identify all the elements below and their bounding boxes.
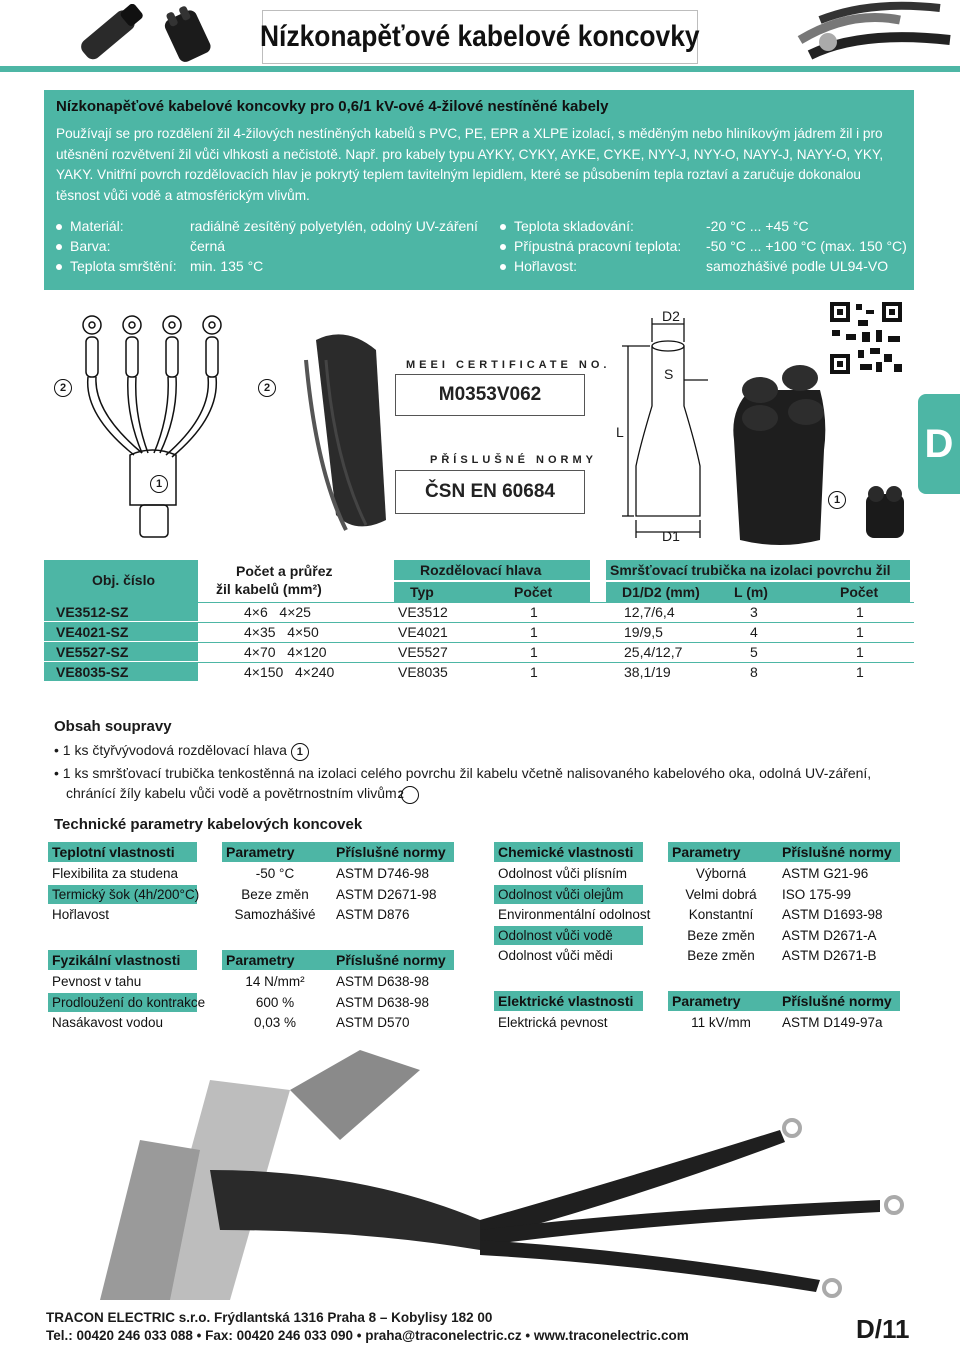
page-number: D/11 <box>856 1314 910 1344</box>
row-qty2: 1 <box>856 624 864 640</box>
chemical-row-name: Odolnost vůči vodě <box>494 926 643 945</box>
tech-heading: Technické parametry kabelových koncovek <box>54 816 363 833</box>
row-dd: 12,7/6,4 <box>624 604 675 620</box>
chemical-row-param: Konstantní <box>688 907 754 922</box>
spec-left-1-value: černá <box>190 238 226 254</box>
physical-row-name: Nasákavost vodou <box>52 1015 164 1030</box>
chemical-row-name: Odolnost vůči mědi <box>498 948 613 963</box>
electrical-col-norms: Příslušné normy <box>778 991 900 1011</box>
header-product-photo-right <box>790 0 960 66</box>
marker-1-drawing: 1 <box>150 474 168 493</box>
row-qty2: 1 <box>856 664 864 680</box>
chemical-title: Chemické vlastnosti <box>494 842 643 862</box>
small-head-photo <box>860 480 910 542</box>
chemical-col-norms: Příslušné normy <box>778 842 900 862</box>
electrical-row-name: Elektrická pevnost <box>498 1015 608 1030</box>
dim-d1-label: D1 <box>662 528 680 544</box>
th-code: Obj. číslo <box>92 572 156 588</box>
dim-s-label: S <box>664 366 674 382</box>
thermal-row-norm: ASTM D876 <box>336 907 410 922</box>
row-code: VE5527-SZ <box>56 644 129 660</box>
chemical-row-param: Velmi dobrá <box>685 886 757 902</box>
footer-address: TRACON ELECTRIC s.r.o. Frýdlantská 1316 Praha 8 – Kobylisy 182 00 <box>46 1310 493 1325</box>
physical-row-norm: ASTM D570 <box>336 1015 410 1030</box>
row-type: VE4021 <box>398 624 448 640</box>
spec-left-2-value: min. 135 °C <box>190 258 264 274</box>
thermal-row-norm: ASTM D2671-98 <box>336 886 437 902</box>
spec-label: Teplota skladování: <box>514 218 634 234</box>
physical-row-name: Prodloužení do kontrakce <box>48 993 197 1012</box>
kit-item-2: • 1 ks smršťovací trubička tenkostěnná na izolaci celého povrchu žil kabelu včetně nalisovaného kabelového oka, odolná UV-záření, chránící žíly kabelu vůči vodě a povětrnostním vlivům 2 <box>54 763 916 804</box>
cert-value: M0353V062 <box>438 384 542 405</box>
thermal-row-param: -50 °C <box>255 866 295 881</box>
row-cross: 4×70 4×120 <box>244 644 327 660</box>
spec-label: Barva: <box>70 238 111 254</box>
spec-right-0-value: -20 °C ... +45 °C <box>706 218 809 234</box>
row-dd: 38,1/19 <box>624 664 671 680</box>
row-code: VE3512-SZ <box>56 604 129 620</box>
intro-box <box>44 90 914 290</box>
bullet-icon <box>500 224 506 230</box>
chemical-row-param: Beze změn <box>687 948 755 963</box>
spec-label: Materiál: <box>70 218 124 234</box>
norm-value-box <box>395 470 585 514</box>
bullet-icon <box>500 244 506 250</box>
row-qty: 1 <box>530 644 538 660</box>
header-stripe <box>0 66 960 72</box>
physical-row-norm: ASTM D638-98 <box>336 994 430 1010</box>
row-qty2: 1 <box>856 604 864 620</box>
marker-2-inline: 2 <box>401 786 419 804</box>
row-l: 8 <box>750 664 758 680</box>
page-title-box <box>262 10 698 64</box>
row-cross: 4×150 4×240 <box>244 664 335 680</box>
thermal-row-norm: ASTM D746-98 <box>336 866 430 881</box>
marker-1-photo: 1 <box>828 490 846 509</box>
chemical-row-norm: ASTM D2671-B <box>782 948 877 963</box>
bullet-icon <box>56 244 62 250</box>
chemical-row-norm: ASTM D2671-A <box>782 927 877 943</box>
norm-label: PŘÍSLUŠNÉ NORMY <box>430 454 597 466</box>
row-l: 4 <box>750 624 758 640</box>
chemical-row-norm: ISO 175-99 <box>782 886 852 902</box>
bullet-icon <box>500 264 506 270</box>
th-l: L (m) <box>734 584 768 600</box>
thermal-row-param: Beze změn <box>241 886 309 902</box>
spec-right-1 <box>500 238 681 254</box>
th-dd: D1/D2 (mm) <box>622 584 700 600</box>
electrical-row-norm: ASTM D149-97a <box>782 1015 883 1030</box>
th-qty: Počet <box>514 584 553 600</box>
chemical-row-norm: ASTM D1693-98 <box>782 907 883 922</box>
spec-right-2 <box>500 258 577 274</box>
bullet-icon <box>56 264 62 270</box>
physical-row-param: 600 % <box>255 994 295 1010</box>
spec-left-0-value: radiálně zesítěný polyetylén, odolný UV-záření <box>190 218 478 234</box>
spec-right-0 <box>500 218 634 234</box>
th-type: Typ <box>410 584 434 600</box>
breakout-head-photo <box>720 350 830 550</box>
chemical-row-param: Beze změn <box>687 927 755 943</box>
norm-value: ČSN EN 60684 <box>425 481 555 502</box>
thermal-row-param: Samozhášivé <box>234 907 316 922</box>
intro-text: Používají se pro rozdělení žil 4-žilových nestíněných kabelů s PVC, PE, EPR a XLPE izolací, s měděným nebo hliníkovým jádrem žil i pro utěsnění rozvětvení žil vůči vlhkosti a nečistotě. Např. pro kabely typu AYKY, CYKY, AYKE, CYKE, NYY-J, NYY-O, NAYY-J, NAYY-O, YKY, YAKY. Vnitřní povrch rozdělovacích hlav je pokrytý teplem tavitelným lepidlem, které se působením tepla roztaví a zaručuje dokonalou těsnost vůči vodě a atmosférickým vlivům. <box>56 126 884 203</box>
spec-right-1-value: -50 °C ... +100 °C (max. 150 °C) <box>706 238 907 254</box>
footer-contact: Tel.: 00420 246 033 088 • Fax: 00420 246 033 090 • praha@traconelectric.cz • www.traconelectric.com <box>46 1328 689 1343</box>
physical-row-param: 14 N/mm² <box>245 974 305 989</box>
thermal-col-params: Parametry <box>222 842 332 862</box>
shrink-tube-roll-photo <box>276 320 396 540</box>
th-count: Počet a průřez <box>236 563 333 579</box>
chemical-row-name: Environmentální odolnost <box>498 907 651 922</box>
spec-label: Přípustná pracovní teplota: <box>514 238 682 254</box>
physical-title: Fyzikální vlastnosti <box>48 950 197 970</box>
marker-2-left: 2 <box>54 378 72 397</box>
row-type: VE3512 <box>398 604 448 620</box>
chemical-row-norm: ASTM G21-96 <box>782 866 869 881</box>
row-code: VE8035-SZ <box>56 664 129 680</box>
cert-label: MEEI CERTIFICATE NO. <box>406 359 611 371</box>
row-type: VE5527 <box>398 644 448 660</box>
th-tube: Smršťovací trubička na izolaci povrchu žil <box>610 562 891 578</box>
intro-heading: Nízkonapěťové kabelové koncovky pro 0,6/1 kV-ové 4-žilové nestíněné kabely <box>56 98 609 115</box>
chemical-row-name: Odolnost vůči plísním <box>498 866 628 881</box>
physical-row-name: Pevnost v tahu <box>52 974 142 989</box>
cert-value-box <box>395 374 585 416</box>
section-tab-d: D <box>918 394 960 494</box>
row-code: VE4021-SZ <box>56 624 129 640</box>
kit-heading: Obsah soupravy <box>54 718 172 735</box>
th-count2: žil kabelů (mm²) <box>216 581 322 597</box>
electrical-col-params: Parametry <box>668 991 778 1011</box>
kit-item-1: • 1 ks čtyřvývodová rozdělovací hlava 1 <box>54 742 309 761</box>
row-dd: 25,4/12,7 <box>624 644 683 660</box>
thermal-title: Teplotní vlastnosti <box>48 842 197 862</box>
electrical-title: Elektrické vlastnosti <box>494 991 643 1011</box>
physical-row-param: 0,03 % <box>253 1015 297 1030</box>
bullet-icon <box>56 224 62 230</box>
thermal-row-name: Flexibilita za studena <box>52 866 179 881</box>
spec-right-2-value: samozhášivé podle UL94-VO <box>706 258 889 274</box>
row-qty: 1 <box>530 604 538 620</box>
spec-left-2 <box>56 258 177 274</box>
chemical-row-name: Odolnost vůči olejům <box>494 885 643 904</box>
row-cross: 4×35 4×50 <box>244 624 319 640</box>
electrical-row-param: 11 kV/mm <box>691 1015 751 1030</box>
dim-d2-label: D2 <box>662 308 680 324</box>
row-l: 3 <box>750 604 758 620</box>
cable-termination-photo <box>60 1050 960 1300</box>
physical-col-norms: Příslušné normy <box>332 950 454 970</box>
spec-label: Teplota smrštění: <box>70 258 177 274</box>
chemical-col-params: Parametry <box>668 842 778 862</box>
thermal-col-norms: Příslušné normy <box>332 842 454 862</box>
row-l: 5 <box>750 644 758 660</box>
spec-label: Hořlavost: <box>514 258 578 274</box>
physical-row-norm: ASTM D638-98 <box>336 974 430 989</box>
spec-left-0 <box>56 218 124 234</box>
row-qty2: 1 <box>856 644 864 660</box>
breakout-drawing <box>44 305 284 545</box>
dim-l-label: L <box>616 424 624 440</box>
header-product-photo-left <box>60 4 240 66</box>
row-qty: 1 <box>530 624 538 640</box>
row-dd: 19/9,5 <box>624 624 663 640</box>
spec-left-1 <box>56 238 110 254</box>
thermal-row-name: Hořlavost <box>52 907 110 922</box>
page-title: Nízkonapěťové kabelové koncovky <box>260 20 700 53</box>
row-cross: 4×6 4×25 <box>244 604 311 620</box>
marker-1-inline: 1 <box>291 743 309 761</box>
row-type: VE8035 <box>398 664 448 680</box>
thermal-row-name: Termický šok (4h/200°C) <box>48 885 197 904</box>
th-head: Rozdělovací hlava <box>420 562 542 578</box>
row-qty: 1 <box>530 664 538 680</box>
physical-col-params: Parametry <box>222 950 332 970</box>
marker-2-right: 2 <box>258 378 276 397</box>
th-qty2: Počet <box>840 584 879 600</box>
chemical-row-param: Výborná <box>695 866 747 881</box>
qr-code-icon <box>828 300 904 376</box>
